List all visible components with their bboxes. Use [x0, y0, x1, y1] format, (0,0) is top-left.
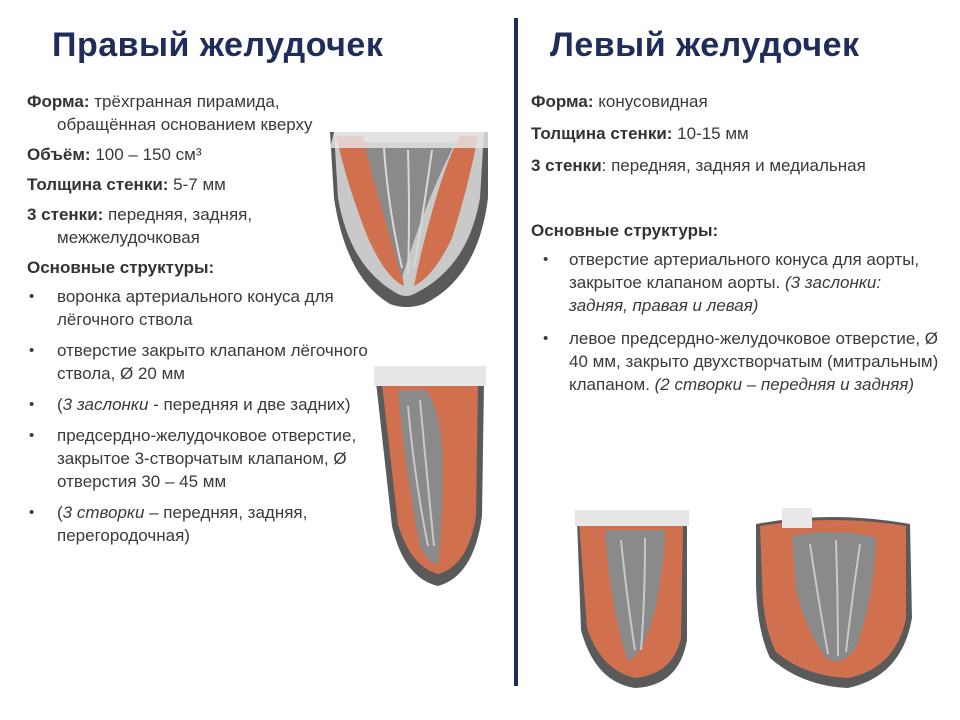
right-ventricle-column — [27, 90, 372, 555]
left-ventricle-section-illustration-1 — [575, 510, 689, 690]
rv-shape: Форма: трёхгранная пирамида, обращённая основанием кверху — [27, 92, 313, 134]
lv-wall-thickness: Толщина стенки: 10-15 мм — [531, 124, 749, 143]
left-ventricle-section-illustration-2 — [752, 508, 914, 690]
list-item: • отверстие артериального конуса для аорты, закрытое клапаном аорты. (3 заслонки: задняя, правая и левая) — [531, 248, 943, 317]
right-ventricle-section-illustration — [328, 128, 490, 310]
list-item: • отверстие закрыто клапаном лёгочного ствола, Ø 20 мм — [27, 339, 372, 385]
rv-structures-heading: Основные структуры: — [27, 258, 215, 277]
list-item: • левое предсердно-желудочковое отверстие, Ø 40 мм, закрыто двухстворчатым (митральным) клапаном. (2 створки – передняя и задняя) — [531, 327, 943, 396]
right-ventricle-title: Правый желудочек — [52, 26, 384, 64]
rv-structures-list — [27, 285, 372, 547]
lv-structures-heading: Основные структуры: — [531, 221, 719, 240]
lv-structures-list — [531, 248, 943, 396]
rv-wall-thickness: Толщина стенки: 5-7 мм — [27, 175, 226, 194]
right-ventricle-long-section-illustration — [374, 366, 486, 588]
lv-shape: Форма: конусовидная — [531, 92, 708, 111]
left-ventricle-title: Левый желудочек — [550, 26, 860, 64]
list-item: • (3 заслонки - передняя и две задних) — [27, 393, 372, 416]
list-item: • воронка артериального конуса для лёгочного ствола — [27, 285, 372, 331]
rv-volume: Объём: 100 – 150 см³ — [27, 145, 202, 164]
lv-walls: 3 стенки: передняя, задняя и медиальная — [531, 156, 866, 175]
column-divider — [514, 18, 518, 686]
list-item: • (3 створки – передняя, задняя, перегородочная) — [27, 501, 372, 547]
list-item: • предсердно-желудочковое отверстие, закрытое 3-створчатым клапаном, Ø отверстия 30 – 45 мм — [27, 424, 372, 493]
left-ventricle-column — [531, 90, 943, 406]
rv-walls: 3 стенки: передняя, задняя, межжелудочковая — [27, 205, 253, 247]
